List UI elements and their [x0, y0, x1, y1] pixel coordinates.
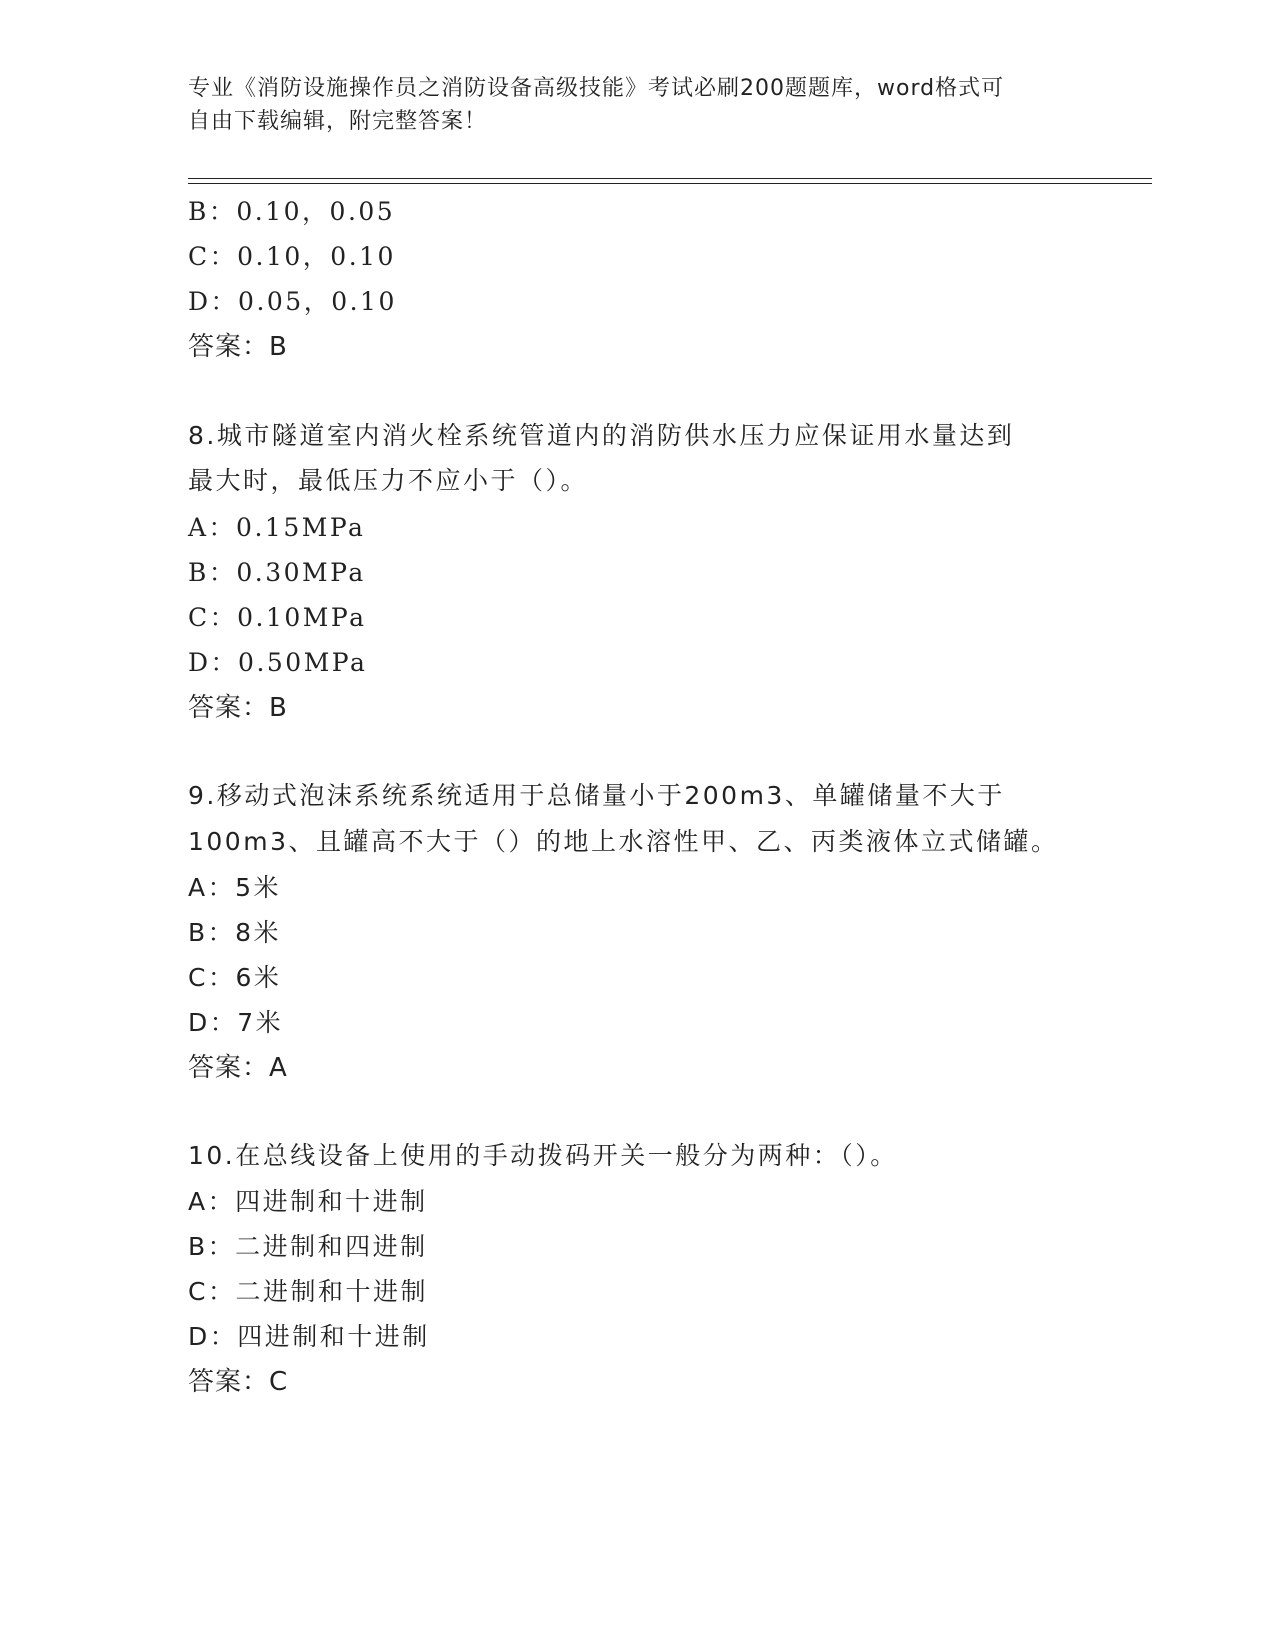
q10-option-a: A：四进制和十进制	[188, 1187, 428, 1216]
q10-stem-line-1: 10.在总线设备上使用的手动拨码开关一般分为两种：（）。	[188, 1141, 898, 1170]
header-divider-top	[188, 178, 1152, 179]
header-line-2: 自由下载编辑，附完整答案！	[188, 109, 488, 134]
q8-option-a: A：0.15MPa	[188, 513, 366, 542]
q9-option-a: A：5米	[188, 873, 282, 902]
document-header	[188, 72, 1088, 138]
q7-option-b: B：0.10，0.05	[188, 197, 396, 226]
q7-option-d: D：0.05，0.10	[188, 287, 397, 316]
q8-option-d: D：0.50MPa	[188, 648, 368, 677]
q10-option-b: B：二进制和四进制	[188, 1232, 428, 1261]
q8-option-b: B：0.30MPa	[188, 558, 366, 587]
q9-option-c: C：6米	[188, 963, 282, 992]
q8-answer: 答案：B	[188, 693, 288, 723]
header-divider-bottom	[188, 183, 1152, 184]
q10-option-d: D：四进制和十进制	[188, 1322, 430, 1351]
q10-answer: 答案：C	[188, 1367, 289, 1397]
q7-option-c: C：0.10，0.10	[188, 242, 396, 271]
q8-stem-line-1: 8.城市隧道室内消火栓系统管道内的消防供水压力应保证用水量达到	[188, 421, 1015, 450]
q9-option-b: B：8米	[188, 918, 282, 947]
q8-option-c: C：0.10MPa	[188, 603, 367, 632]
q9-answer: 答案：A	[188, 1053, 288, 1083]
q8-stem-line-2: 最大时，最低压力不应小于（）。	[188, 466, 589, 495]
q9-stem-line-2: 100m3、且罐高不大于（）的地上水溶性甲、乙、丙类液体立式储罐。	[188, 827, 1059, 856]
q9-option-d: D：7米	[188, 1008, 284, 1037]
q10-option-c: C：二进制和十进制	[188, 1277, 428, 1306]
header-line-1: 专业《消防设施操作员之消防设备高级技能》考试必刷200题题库，word格式可	[188, 76, 1005, 101]
q9-stem-line-1: 9.移动式泡沫系统系统适用于总储量小于200m3、单罐储量不大于	[188, 781, 1005, 810]
q7-answer: 答案：B	[188, 332, 288, 362]
